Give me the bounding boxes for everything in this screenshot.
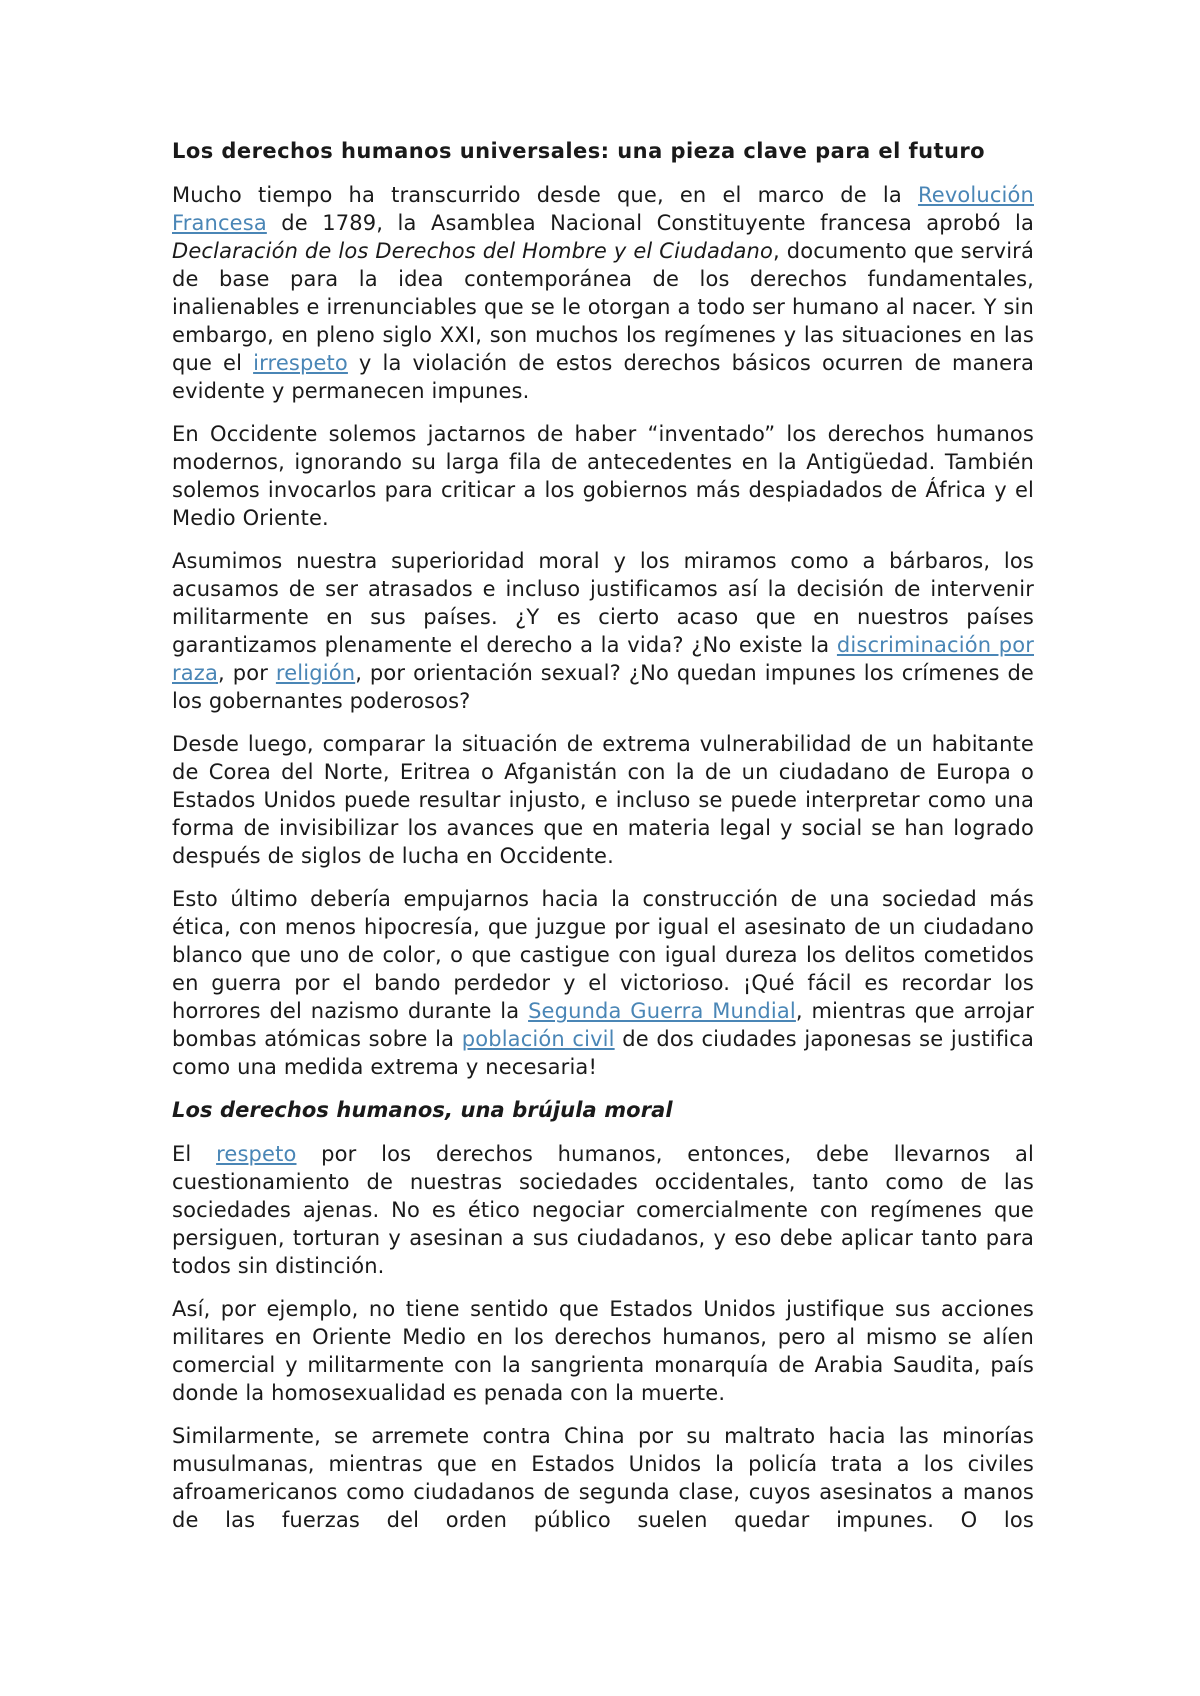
- paragraph-text: de dos ciudades japonesas se justifica como una medida extrema y necesaria!: [172, 1027, 1034, 1079]
- link-revolucion-francesa[interactable]: Revolución Francesa: [172, 183, 1034, 235]
- paragraph-text: , por orientación sexual? ¿No quedan impunes los crímenes de los gobernantes poderosos?: [172, 661, 1034, 713]
- paragraph-text: y la violación de estos derechos básicos ocurren de manera evidente y permanecen impunes.: [172, 351, 1034, 403]
- paragraph-intro: [172, 181, 1034, 405]
- paragraph-etica: [172, 885, 1034, 1081]
- link-poblacion-civil[interactable]: población civil: [461, 1027, 615, 1051]
- link-segunda-guerra-mundial[interactable]: Segunda Guerra Mundial: [528, 999, 796, 1023]
- link-respeto[interactable]: respeto: [216, 1142, 297, 1166]
- paragraph-similarmente: Similarmente, se arremete contra China por su maltrato hacia las minorías musulmanas, mientras que en Estados Unidos la policía trata a los civiles afroamericanos como ciudadanos de segunda clase, cuyos asesinatos a manos de las fuerzas del orden público suelen quedar impunes. O los: [172, 1424, 1034, 1532]
- paragraph-comparar: Desde luego, comparar la situación de extrema vulnerabilidad de un habitante de Corea del Norte, Eritrea o Afganistán con la de un ciudadano de Europa o Estados Unidos puede resultar injusto, e incluso se puede interpretar como una forma de invisibilizar los avances que en materia legal y social se han logrado después de siglos de lucha en Occidente.: [172, 732, 1034, 868]
- paragraph-text: , mientras que arrojar bombas atómicas sobre la: [172, 999, 1035, 1051]
- paragraph-respeto: [172, 1140, 1034, 1280]
- paragraph-text: Asumimos nuestra superioridad moral y los miramos como a bárbaros, los acusamos de ser atrasados e incluso justificamos así la decisión de intervenir militarmente en sus países. ¿Y es cierto acaso que en nuestros países garantizamos plenamente el derecho a la vida? ¿No existe la: [172, 549, 1034, 657]
- paragraph-ejemplo: Así, por ejemplo, no tiene sentido que Estados Unidos justifique sus acciones militares en Oriente Medio en los derechos humanos, pero al mismo se alíen comercial y militarmente con la sangrienta monarquía de Arabia Saudita, país donde la homosexualidad es penada con la muerte.: [172, 1297, 1034, 1405]
- document-page: [172, 137, 1034, 1534]
- link-irrespeto[interactable]: irrespeto: [253, 351, 348, 375]
- link-discriminacion-por-raza[interactable]: discriminación por raza: [172, 633, 1034, 685]
- document-title: Los derechos humanos universales: una pieza clave para el futuro: [172, 139, 986, 163]
- paragraph-text: El: [172, 1142, 217, 1166]
- link-religion[interactable]: religión: [275, 661, 356, 685]
- paragraph-occidente: En Occidente solemos jactarnos de haber “inventado” los derechos humanos modernos, ignorando su larga fila de antecedentes en la Antigüedad. También solemos invocarlos para criticar a los gobiernos más despiadados de África y el Medio Oriente.: [172, 422, 1034, 530]
- paragraph-text: Esto último debería empujarnos hacia la construcción de una sociedad más ética, con menos hipocresía, que juzgue por igual el asesinato de un ciudadano blanco que uno de color, o que castigue con igual dureza los delitos cometidos en guerra por el bando perdedor y el victorioso. ¡Qué fácil es recordar los horrores del nazismo durante la: [172, 887, 1034, 1023]
- paragraph-text: Mucho tiempo ha transcurrido desde que, en el marco de la: [172, 183, 918, 207]
- paragraph-text: de 1789, la Asamblea Nacional Constituyente francesa aprobó la: [266, 211, 1034, 235]
- paragraph-text: , por: [218, 661, 276, 685]
- paragraph-superioridad: [172, 547, 1034, 715]
- declaration-title: Declaración de los Derechos del Hombre y el Ciudadano: [172, 239, 774, 263]
- paragraph-text: por los derechos humanos, entonces, debe llevarnos al cuestionamiento de nuestras sociedades occidentales, tanto como de las sociedades ajenas. No es ético negociar comercialmente con regímenes que persiguen, torturan y asesinan a sus ciudadanos, y eso debe aplicar tanto para todos sin distinción.: [172, 1142, 1034, 1278]
- section-subtitle: Los derechos humanos, una brújula moral: [172, 1098, 673, 1122]
- paragraph-text: , documento que servirá de base para la idea contemporánea de los derechos fundamentales, inalienables e irrenunciables que se le otorgan a todo ser humano al nacer. Y sin embargo, en pleno siglo XXI, son muchos los regímenes y las situaciones en las que el: [172, 239, 1034, 375]
